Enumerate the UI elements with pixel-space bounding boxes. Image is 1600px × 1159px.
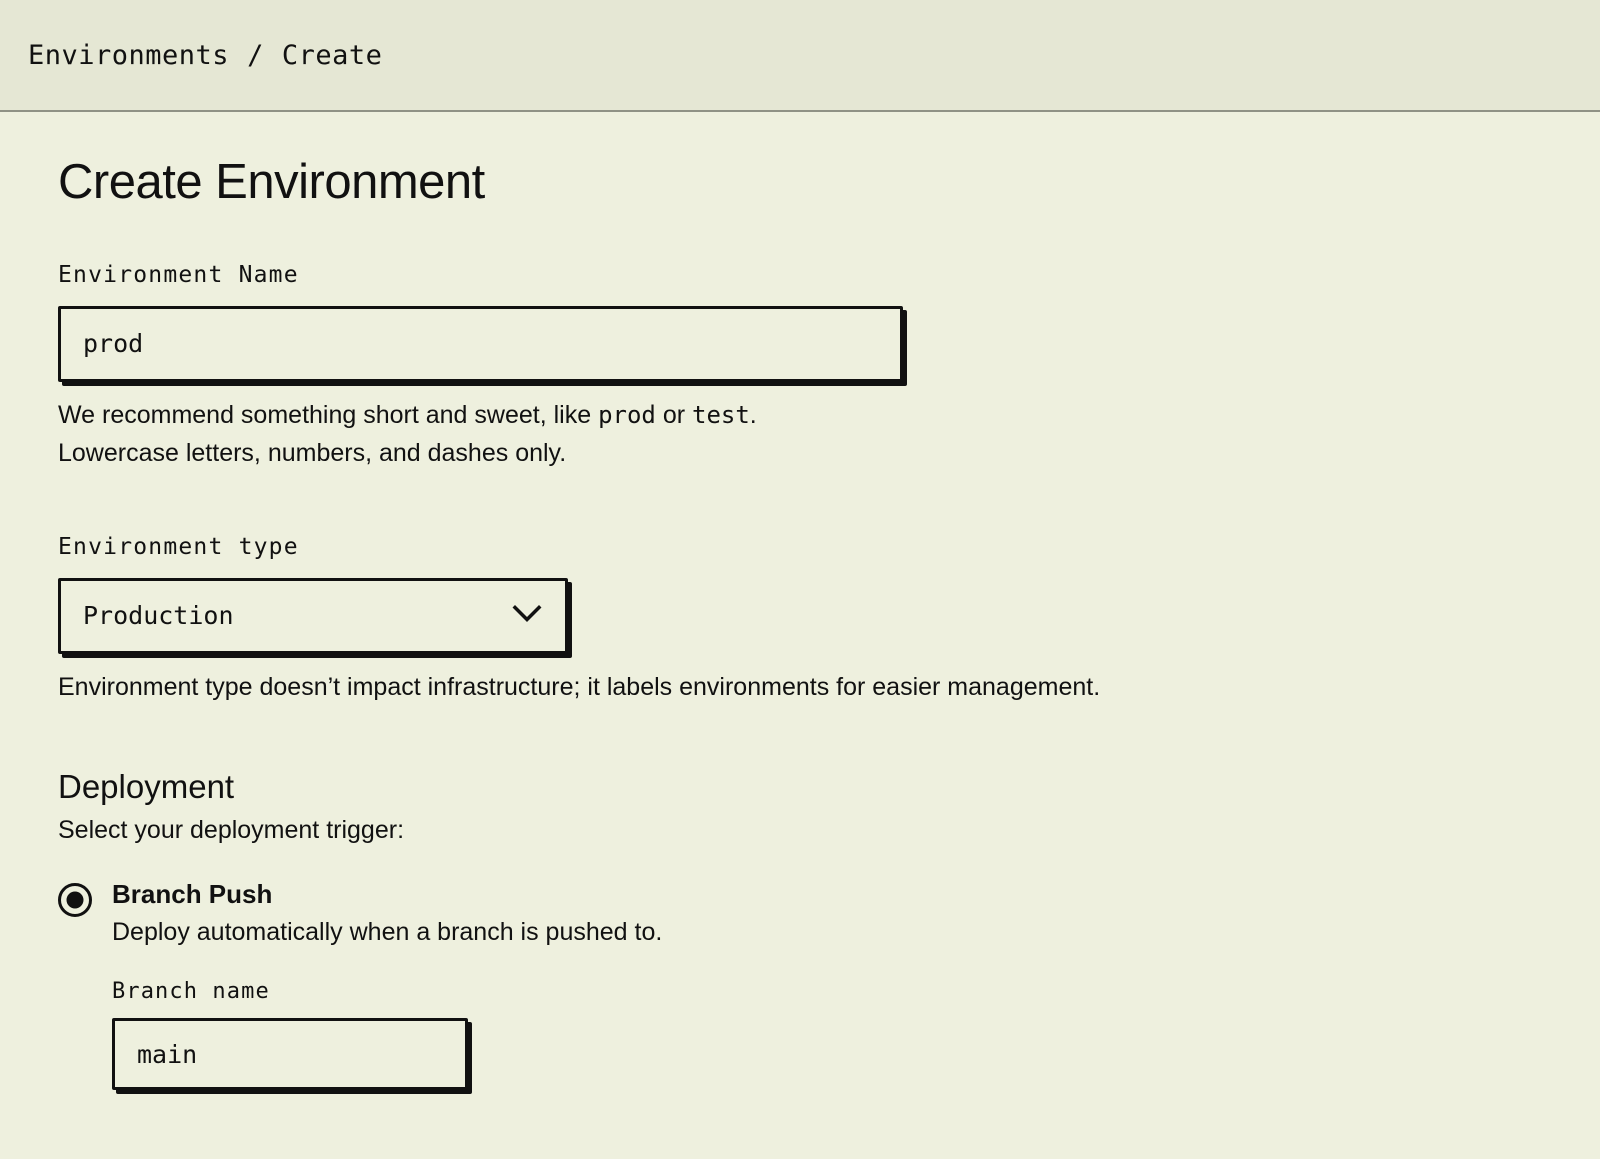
breadcrumb-separator: / [247, 39, 264, 71]
environment-type-selected-value: Production [83, 601, 234, 631]
branch-name-field-group [112, 979, 662, 1090]
page-title: Create Environment [58, 155, 485, 209]
deployment-title: Deployment [58, 767, 235, 805]
deployment-section [58, 768, 1600, 1098]
branch-name-input[interactable] [112, 1018, 468, 1090]
deployment-subtitle: Select your deployment trigger: [58, 815, 405, 844]
breadcrumb-item-create[interactable]: Create [281, 39, 383, 71]
environment-name-input[interactable] [58, 306, 903, 382]
environment-type-field-group [58, 534, 1600, 706]
breadcrumb-bar [0, 0, 1600, 112]
breadcrumb-item-environments[interactable]: Environments [28, 39, 230, 71]
helper-code-prod: prod [598, 400, 656, 429]
environment-type-select[interactable] [58, 578, 568, 654]
deployment-option-title: Branch Push [112, 878, 273, 909]
radio-branch-push[interactable] [58, 883, 92, 917]
deployment-option-branch-push[interactable] [58, 879, 1600, 1098]
environment-name-label: Environment Name [58, 261, 299, 288]
environment-type-helper: Environment type doesn’t impact infrastructure; it labels environments for easier management. [58, 672, 1101, 701]
helper-text-line2: Lowercase letters, numbers, and dashes only. [58, 438, 567, 467]
environment-name-helper [58, 396, 1358, 472]
helper-text-mid: or [655, 400, 692, 429]
branch-name-label: Branch name [112, 979, 270, 1005]
helper-text-pre: We recommend something short and sweet, like [58, 400, 599, 429]
helper-code-test: test [692, 400, 750, 429]
main-content [0, 112, 1600, 1098]
helper-text-post: . [749, 400, 757, 429]
breadcrumb [28, 40, 382, 71]
deployment-option-description: Deploy automatically when a branch is pushed to. [112, 918, 663, 947]
environment-name-field-group [58, 262, 1600, 472]
environment-type-select-box[interactable] [58, 578, 568, 654]
environment-type-label: Environment type [58, 533, 299, 560]
deployment-option-body [112, 879, 662, 1098]
